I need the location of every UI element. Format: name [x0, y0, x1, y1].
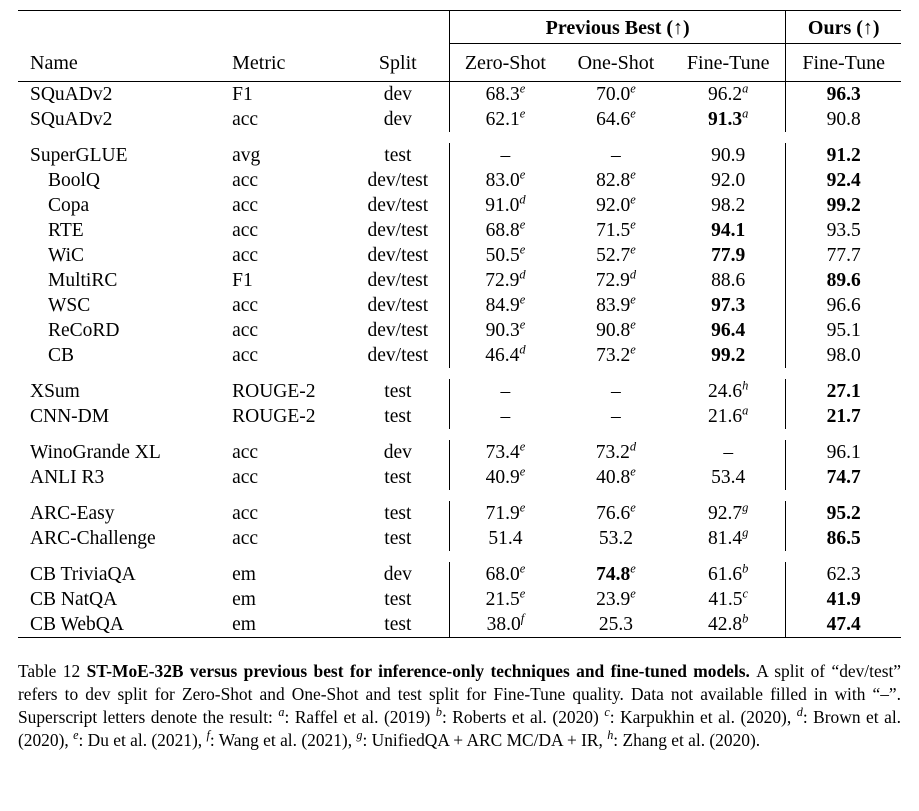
row-ours: 96.6	[786, 293, 901, 318]
table-row	[18, 587, 901, 612]
row-split: dev/test	[367, 170, 429, 191]
row-fine-tune: 21.6$^a$	[708, 403, 749, 427]
column-header-zero-shot: Zero-Shot	[449, 45, 560, 82]
row-metric: acc	[232, 467, 259, 488]
caption-reference: $^g$: UnifiedQA + ARC MC/DA + IR,	[356, 728, 608, 751]
row-one-shot: 90.8e	[596, 317, 636, 341]
row-name: WinoGrande XL	[30, 442, 161, 463]
row-one-shot: 71.5e	[596, 217, 636, 241]
caption-reference: $^a$: Raffel et al. (2019)	[278, 705, 436, 728]
group-header-previous-best-label: Previous Best (↑)	[450, 13, 786, 44]
row-one-shot: –	[611, 406, 621, 427]
row-zero-shot: 51.4	[449, 526, 560, 551]
row-split: dev/test	[367, 245, 429, 266]
row-one-shot: 23.9e	[596, 586, 636, 610]
row-one-shot: 70.0e	[561, 82, 671, 108]
row-ours: 90.8	[786, 107, 901, 132]
row-metric: acc	[232, 245, 259, 266]
row-ours: 62.3	[786, 562, 901, 587]
column-header-metric: Metric	[232, 52, 286, 74]
row-zero-shot: 72.9$^d$	[449, 268, 560, 293]
row-ours: 95.1	[786, 318, 901, 343]
row-ours: 91.2	[786, 143, 901, 168]
row-name: CNN-DM	[30, 406, 110, 427]
row-name: CB	[48, 345, 75, 366]
row-metric: acc	[232, 295, 259, 316]
group-spacer-cell	[18, 490, 901, 501]
table-row	[18, 526, 901, 551]
row-ours: 95.2	[786, 501, 901, 526]
table-row	[18, 562, 901, 587]
row-zero-shot: 46.4$^d$	[449, 343, 560, 368]
group-spacer-row	[18, 132, 901, 143]
row-ours: 93.5	[786, 218, 901, 243]
row-ours: 41.9	[786, 587, 901, 612]
group-spacer-row	[18, 429, 901, 440]
row-one-shot: –	[611, 381, 621, 402]
row-metric: acc	[232, 109, 259, 130]
row-zero-shot: 62.1e	[449, 107, 560, 132]
table-bottom-rule-cell	[18, 638, 901, 643]
row-one-shot: 25.3	[598, 614, 633, 635]
row-name: ARC-Easy	[30, 503, 115, 524]
row-split: dev	[383, 109, 412, 130]
row-zero-shot: 68.3e	[449, 82, 560, 108]
row-fine-tune: 98.2	[711, 195, 746, 216]
row-zero-shot: 68.8e	[449, 218, 560, 243]
row-fine-tune: 90.9	[711, 145, 746, 166]
row-ours: 86.5	[786, 526, 901, 551]
caption-reference: $^e$: Du et al. (2021),	[73, 728, 207, 751]
group-header-spacer-split	[347, 11, 450, 46]
group-spacer-cell	[18, 429, 901, 440]
row-zero-shot: 40.9e	[449, 465, 560, 490]
row-ours: 96.1	[786, 440, 901, 465]
row-fine-tune: 88.6	[711, 270, 746, 291]
row-split: test	[384, 406, 412, 427]
row-metric: acc	[232, 170, 259, 191]
row-metric: em	[232, 589, 256, 610]
row-metric: F1	[228, 82, 347, 108]
row-metric: acc	[232, 320, 259, 341]
row-one-shot: 64.6e	[596, 106, 636, 130]
row-split: dev/test	[367, 220, 429, 241]
table-row	[18, 612, 901, 638]
row-metric: em	[232, 614, 256, 635]
table-row	[18, 440, 901, 465]
row-metric: ROUGE-2	[232, 406, 316, 427]
table-row	[18, 193, 901, 218]
row-zero-shot: –	[449, 143, 560, 168]
row-ours: 99.2	[786, 193, 901, 218]
row-one-shot: 74.8e	[596, 561, 636, 585]
row-one-shot: 53.2	[598, 528, 633, 549]
column-header-split: Split	[378, 52, 417, 74]
column-header-row	[18, 45, 901, 82]
row-split: test	[384, 614, 412, 635]
row-split: test	[384, 589, 412, 610]
group-spacer-cell	[18, 368, 901, 379]
row-name: Copa	[48, 195, 90, 216]
row-ours: 27.1	[786, 379, 901, 404]
row-name: CB TriviaQA	[30, 564, 136, 585]
table-row	[18, 107, 901, 132]
group-header-previous-best	[449, 11, 786, 46]
row-one-shot: 83.9e	[596, 292, 636, 316]
row-one-shot: 72.9$^d$	[595, 267, 637, 291]
row-one-shot: 92.0e	[596, 192, 636, 216]
row-name: SuperGLUE	[30, 145, 128, 166]
table-row	[18, 465, 901, 490]
row-zero-shot: 21.5e	[449, 587, 560, 612]
table-row	[18, 318, 901, 343]
table-row	[18, 82, 901, 108]
row-name: SQuADv2	[30, 109, 113, 130]
row-one-shot: 73.2$^d$	[595, 439, 637, 463]
row-metric: acc	[232, 503, 259, 524]
column-header-name: Name	[30, 52, 78, 74]
row-ours: 96.3	[786, 82, 901, 108]
row-metric: F1	[232, 270, 253, 291]
row-fine-tune: 24.6$^h$	[708, 378, 749, 402]
column-header-one-shot: One-Shot	[577, 52, 655, 74]
group-spacer-cell	[18, 132, 901, 143]
row-split: dev/test	[367, 270, 429, 291]
row-split: dev/test	[367, 295, 429, 316]
table-row	[18, 268, 901, 293]
table-row	[18, 379, 901, 404]
row-split: test	[384, 528, 412, 549]
row-fine-tune: 97.3	[711, 295, 746, 316]
row-ours: 77.7	[786, 243, 901, 268]
table-row	[18, 243, 901, 268]
row-zero-shot: 84.9e	[449, 293, 560, 318]
row-split: dev/test	[367, 195, 429, 216]
row-name: RTE	[48, 220, 84, 241]
row-split: test	[384, 503, 412, 524]
table-row	[18, 143, 901, 168]
row-fine-tune: 77.9	[711, 245, 746, 266]
row-zero-shot: 50.5e	[449, 243, 560, 268]
row-fine-tune: 91.3$^a$	[708, 106, 749, 130]
group-header-spacer-name	[18, 11, 228, 46]
row-split: dev	[347, 82, 450, 108]
table-row	[18, 168, 901, 193]
row-one-shot: 40.8e	[596, 464, 636, 488]
row-name: BoolQ	[48, 170, 101, 191]
table-row	[18, 501, 901, 526]
row-name: CB WebQA	[30, 614, 124, 635]
caption-reference: $^f$: Wang et al. (2021),	[206, 728, 357, 751]
row-metric: acc	[232, 528, 259, 549]
row-one-shot: 73.2e	[596, 342, 636, 366]
row-fine-tune: 99.2	[711, 345, 746, 366]
row-zero-shot: 71.9e	[449, 501, 560, 526]
table-row	[18, 343, 901, 368]
group-spacer-row	[18, 490, 901, 501]
row-fine-tune: 53.4	[711, 467, 746, 488]
row-split: dev/test	[367, 345, 429, 366]
row-metric: ROUGE-2	[232, 381, 316, 402]
caption-reference: $^b$: Roberts et al. (2020)	[435, 705, 605, 728]
row-zero-shot: –	[449, 379, 560, 404]
row-name: ReCoRD	[48, 320, 120, 341]
row-metric: acc	[232, 345, 259, 366]
caption-reference: $^c$: Karpukhin et al. (2020),	[604, 705, 797, 728]
group-header-ours-label: Ours (↑)	[786, 13, 901, 44]
row-split: test	[384, 381, 412, 402]
row-ours: 89.6	[786, 268, 901, 293]
caption-label: Table 12	[18, 661, 87, 681]
group-header-row	[18, 11, 901, 46]
row-metric: acc	[232, 442, 259, 463]
caption-reference: $^d$: Brown et al. (2020),	[18, 705, 902, 751]
group-spacer-cell	[18, 551, 901, 562]
row-zero-shot: 73.4e	[449, 440, 560, 465]
row-fine-tune: 92.0	[711, 170, 746, 191]
row-fine-tune: 42.8$^b$	[708, 611, 749, 635]
row-zero-shot: 90.3e	[449, 318, 560, 343]
row-split: test	[384, 467, 412, 488]
row-name: MultiRC	[48, 270, 118, 291]
caption-body: A split of “dev/test” refers to dev split for Zero-Shot and One-Shot and test split for Fine-Tune quality. Data not available filled in with “–”. Superscript letters denote the result:	[18, 661, 902, 728]
row-fine-tune: 92.7$^g$	[708, 500, 749, 524]
row-name: WiC	[48, 245, 85, 266]
table-row	[18, 404, 901, 429]
row-fine-tune: –	[723, 442, 734, 463]
row-ours: 21.7	[786, 404, 901, 429]
row-name: XSum	[30, 381, 80, 402]
row-ours: 92.4	[786, 168, 901, 193]
row-fine-tune: 61.6$^b$	[708, 561, 749, 585]
row-zero-shot: 83.0e	[449, 168, 560, 193]
column-header-ours-fine-tune: Fine-Tune	[786, 45, 901, 82]
table-bottom-rule	[18, 638, 901, 643]
row-metric: acc	[232, 195, 259, 216]
row-name: WSC	[48, 295, 91, 316]
row-zero-shot: 38.0$^f$	[449, 612, 560, 638]
row-fine-tune: 41.5$^c$	[708, 586, 749, 610]
row-zero-shot: 91.0$^d$	[449, 193, 560, 218]
table-row	[18, 218, 901, 243]
group-header-ours	[786, 11, 901, 46]
row-fine-tune: 94.1	[711, 220, 746, 241]
row-metric: avg	[232, 145, 261, 166]
group-spacer-row	[18, 368, 901, 379]
column-header-fine-tune: Fine-Tune	[686, 52, 770, 74]
row-ours: 74.7	[786, 465, 901, 490]
row-split: dev/test	[367, 320, 429, 341]
table-row	[18, 293, 901, 318]
row-metric: acc	[232, 220, 259, 241]
row-zero-shot: 68.0e	[449, 562, 560, 587]
row-split: dev	[383, 564, 412, 585]
group-spacer-row	[18, 551, 901, 562]
row-split: dev	[383, 442, 412, 463]
results-table-body	[18, 11, 901, 643]
row-fine-tune: 96.4	[711, 320, 746, 341]
row-split: test	[384, 145, 412, 166]
row-one-shot: –	[611, 145, 621, 166]
row-one-shot: 52.7e	[596, 242, 636, 266]
results-table	[18, 10, 901, 642]
row-metric: em	[232, 564, 256, 585]
row-one-shot: 76.6e	[596, 500, 636, 524]
row-fine-tune: 81.4$^g$	[708, 525, 749, 549]
table-caption	[18, 660, 901, 753]
row-name: ANLI R3	[30, 467, 105, 488]
row-name: SQuADv2	[18, 82, 228, 108]
row-one-shot: 82.8e	[596, 167, 636, 191]
row-fine-tune: 96.2$^a$	[671, 82, 786, 108]
row-ours: 47.4	[786, 612, 901, 638]
caption-reference: $^h$: Zhang et al. (2020).	[607, 728, 761, 751]
row-name: ARC-Challenge	[30, 528, 156, 549]
row-ours: 98.0	[786, 343, 901, 368]
row-zero-shot: –	[449, 404, 560, 429]
row-name: CB NatQA	[30, 589, 118, 610]
group-header-spacer-metric	[228, 11, 347, 46]
caption-lead: ST-MoE-32B versus previous best for inference-only techniques and fine-tuned models.	[86, 661, 757, 681]
